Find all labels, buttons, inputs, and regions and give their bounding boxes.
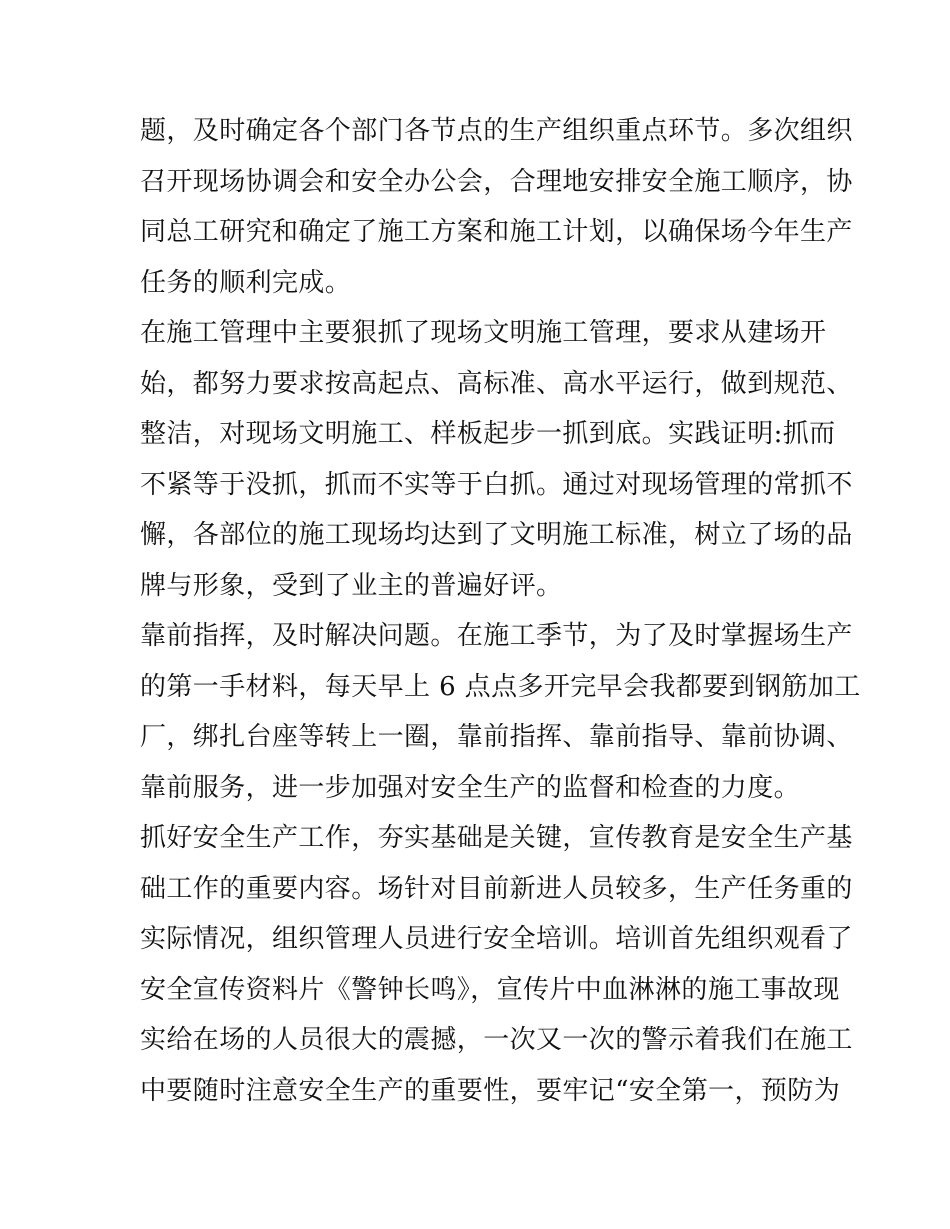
- text-line: 在施工管理中主要狠抓了现场文明施工管理，要求从建场开: [140, 318, 827, 348]
- text-line: 靠前服务，进一步加强对安全生产的监督和检查的力度。: [140, 772, 801, 803]
- text-line: 实际情况，组织管理人员进行安全培训。培训首先组织观看了: [140, 924, 853, 954]
- text-line: 础工作的重要内容。场针对目前新进人员较多，生产任务重的: [140, 873, 853, 904]
- text-line: 靠前指挥，及时解决问题。在施工季节，为了及时掌握场生产: [140, 621, 853, 651]
- text-line: 厂，绑扎台座等转上一圈，靠前指挥、靠前指导、靠前协调、: [140, 722, 853, 752]
- text-line: 牌与形象，受到了业主的普遍好评。: [140, 570, 563, 601]
- text-line: 召开现场协调会和安全办公会，合理地安排安全施工顺序，协: [140, 166, 853, 197]
- text-line: 实给在场的人员很大的震撼，一次又一次的警示着我们在施工: [140, 1025, 853, 1055]
- text-line: 任务的顺利完成。: [140, 267, 352, 298]
- document-body: [140, 106, 861, 1116]
- text-line: 懈，各部位的施工现场均达到了文明施工标准，树立了场的品: [140, 520, 853, 550]
- text-line: 安全宣传资料片《警钟长鸣》，宣传片中血淋淋的施工事故现: [140, 974, 840, 1005]
- text-line: 同总工研究和确定了施工方案和施工计划，以确保场今年生产: [140, 217, 853, 247]
- text-line: 整洁，对现场文明施工、样板起步一抓到底。实践证明:抓而: [140, 419, 836, 449]
- text-line: 的第一手材料，每天早上 6 点点多开完早会我都要到钢筋加工: [140, 671, 861, 702]
- text-line: 题，及时确定各个部门各节点的生产组织重点环节。多次组织: [140, 116, 853, 146]
- text-line: 抓好安全生产工作，夯实基础是关键，宣传教育是安全生产基: [140, 823, 853, 853]
- text-line: 中要随时注意安全生产的重要性，要牢记“安全第一，预防为: [140, 1075, 841, 1106]
- text-line: 始，都努力要求按高起点、高标准、高水平运行，做到规范、: [140, 368, 853, 399]
- text-line: 不紧等于没抓，抓而不实等于白抓。通过对现场管理的常抓不: [140, 469, 853, 500]
